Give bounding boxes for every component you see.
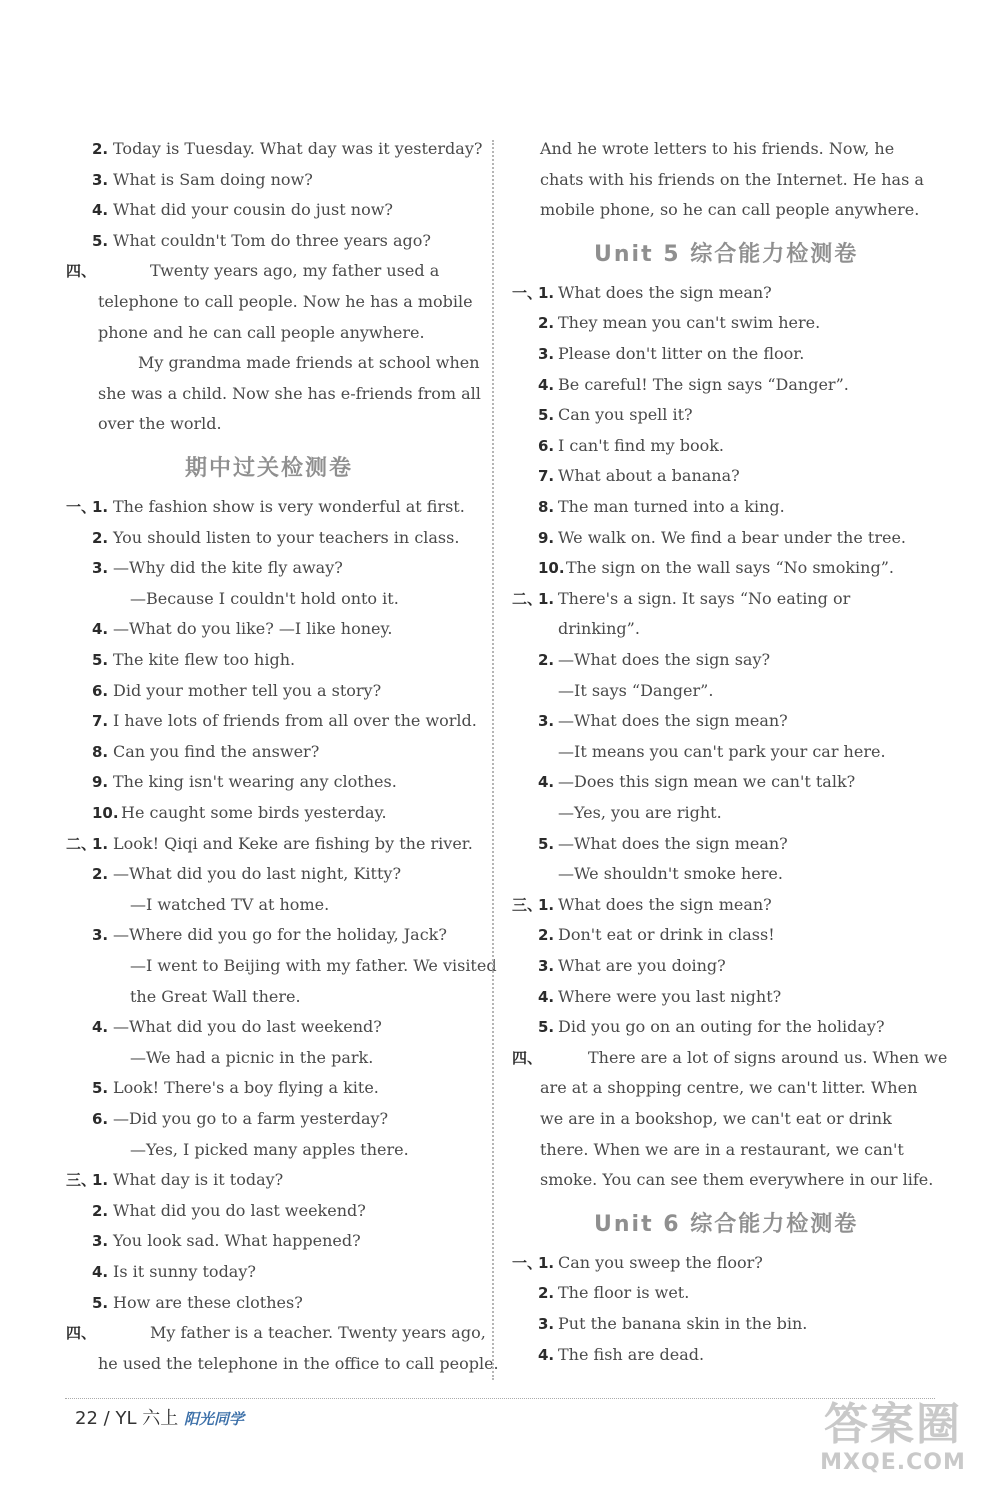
- question-number: 3.: [92, 559, 109, 578]
- question-number: 4.: [538, 987, 555, 1006]
- question-number: 1.: [92, 1171, 109, 1190]
- question-number: 8.: [92, 742, 109, 761]
- question-number: 7.: [538, 467, 555, 486]
- line-text: Look! Qiqi and Keke are fishing by the river.: [113, 833, 473, 853]
- line-text: drinking”.: [558, 619, 640, 639]
- line-text: the Great Wall there.: [130, 986, 301, 1006]
- question-number: 3.: [538, 345, 555, 364]
- line-text: You look sad. What happened?: [113, 1231, 361, 1251]
- line-text: I have lots of friends from all over the world.: [113, 711, 477, 731]
- line-text: The floor is wet.: [558, 1283, 690, 1303]
- section-number: 一、: [512, 283, 543, 302]
- question-number: 3.: [538, 712, 555, 731]
- line-text: —It means you can't park your car here.: [558, 741, 886, 761]
- section-number: 一、: [512, 1253, 543, 1272]
- line-text: What about a banana?: [558, 466, 740, 486]
- line-text: Be careful! The sign says “Danger”.: [558, 374, 849, 394]
- line-text: The man turned into a king.: [558, 497, 785, 517]
- line-text: My father is a teacher. Twenty years ago,: [150, 1323, 486, 1343]
- line-text: The king isn't wearing any clothes.: [113, 772, 397, 792]
- question-number: 1.: [538, 283, 555, 302]
- line-text: What day is it today?: [113, 1170, 284, 1190]
- line-text: Is it sunny today?: [113, 1262, 256, 1282]
- line-text: There's a sign. It says “No eating or: [558, 588, 851, 608]
- question-number: 4.: [538, 1345, 555, 1364]
- column-divider: [492, 140, 494, 1380]
- section-heading: Unit 5 综合能力检测卷: [594, 241, 859, 267]
- question-number: 10.: [92, 804, 119, 823]
- line-text: What couldn't Tom do three years ago?: [113, 230, 431, 250]
- section-number: 三、: [66, 1171, 97, 1190]
- section-number: 四、: [66, 262, 97, 281]
- section-heading: 期中过关检测卷: [185, 455, 354, 481]
- question-number: 6.: [538, 436, 555, 455]
- footer-separator: /: [103, 1408, 110, 1429]
- question-number: 5.: [92, 651, 109, 670]
- question-number: 2.: [92, 528, 109, 547]
- line-text: Please don't litter on the floor.: [558, 344, 805, 364]
- line-text: —What does the sign say?: [558, 650, 771, 670]
- line-text: Can you spell it?: [558, 405, 693, 425]
- question-number: 9.: [92, 773, 109, 792]
- question-number: 5.: [538, 834, 555, 853]
- line-text: she was a child. Now she has e-friends from all: [98, 383, 481, 403]
- question-number: 2.: [538, 1284, 555, 1303]
- question-number: 5.: [538, 406, 555, 425]
- page-footer: [75, 1404, 244, 1430]
- line-text: phone and he can call people anywhere.: [98, 322, 425, 342]
- question-number: 3.: [92, 926, 109, 945]
- question-number: 7.: [92, 712, 109, 731]
- question-number: 2.: [92, 1201, 109, 1220]
- line-text: What did you do last weekend?: [113, 1200, 366, 1220]
- question-number: 2.: [538, 314, 555, 333]
- section-number: 四、: [66, 1324, 97, 1343]
- line-text: —Does this sign mean we can't talk?: [558, 772, 856, 792]
- section-number: 二、: [512, 589, 543, 608]
- question-number: 5.: [92, 231, 109, 250]
- question-number: 2.: [92, 865, 109, 884]
- question-number: 6.: [92, 681, 109, 700]
- line-text: Where were you last night?: [558, 986, 782, 1006]
- question-number: 4.: [538, 773, 555, 792]
- line-text: chats with his friends on the Internet. He has a: [540, 169, 924, 189]
- line-text: You should listen to your teachers in class.: [113, 527, 460, 547]
- line-text: The sign on the wall says “No smoking”.: [566, 558, 894, 578]
- line-text: —Why did the kite fly away?: [113, 558, 343, 578]
- question-number: 8.: [538, 498, 555, 517]
- line-text: Can you sweep the floor?: [558, 1252, 763, 1272]
- line-text: we are in a bookshop, we can't eat or drink: [540, 1109, 892, 1129]
- line-text: They mean you can't swim here.: [558, 313, 821, 333]
- line-text: Today is Tuesday. What day was it yesterday?: [113, 139, 483, 158]
- brand-logo: 阳光同学: [183, 1410, 244, 1428]
- line-text: Put the banana skin in the bin.: [558, 1314, 808, 1334]
- line-text: Can you find the answer?: [113, 741, 320, 761]
- line-text: Did your mother tell you a story?: [113, 680, 382, 700]
- section-number: 三、: [512, 895, 543, 914]
- line-text: there. When we are in a restaurant, we can't: [540, 1139, 904, 1159]
- question-number: 3.: [92, 1232, 109, 1251]
- section-number: 二、: [66, 834, 97, 853]
- question-number: 2.: [538, 651, 555, 670]
- question-number: 4.: [92, 201, 109, 220]
- line-text: Don't eat or drink in class!: [558, 925, 775, 945]
- question-number: 5.: [92, 1079, 109, 1098]
- question-number: 1.: [538, 589, 555, 608]
- question-number: 5.: [538, 1018, 555, 1037]
- page-number: 22: [75, 1408, 98, 1429]
- line-text: I can't find my book.: [558, 435, 725, 455]
- line-text: What is Sam doing now?: [113, 169, 313, 189]
- line-text: What does the sign mean?: [558, 894, 772, 914]
- question-number: 1.: [92, 834, 109, 853]
- question-number: 2.: [92, 140, 109, 158]
- line-text: mobile phone, so he can call people anywhere.: [540, 200, 920, 220]
- question-number: 3.: [92, 170, 109, 189]
- question-number: 3.: [538, 1315, 555, 1334]
- line-text: Look! There's a boy flying a kite.: [113, 1078, 379, 1098]
- line-text: Did you go on an outing for the holiday?: [558, 1017, 885, 1037]
- footer-rule: [65, 1398, 935, 1399]
- edition-code: YL: [115, 1408, 137, 1429]
- line-text: —Yes, you are right.: [558, 803, 722, 823]
- question-number: 4.: [92, 1018, 109, 1037]
- line-text: —Where did you go for the holiday, Jack?: [113, 925, 447, 945]
- line-text: We walk on. We find a bear under the tree.: [558, 527, 906, 547]
- line-text: —I went to Beijing with my father. We visited: [130, 956, 497, 976]
- line-text: My grandma made friends at school when: [138, 353, 480, 373]
- question-number: 4.: [92, 620, 109, 639]
- line-text: —What did you do last night, Kitty?: [113, 864, 402, 884]
- line-text: Twenty years ago, my father used a: [150, 261, 440, 281]
- line-text: The kite flew too high.: [113, 650, 296, 670]
- grade-label: 六上: [142, 1408, 179, 1429]
- line-text: He caught some birds yesterday.: [121, 803, 387, 823]
- line-text: —We had a picnic in the park.: [130, 1047, 374, 1067]
- line-text: —Yes, I picked many apples there.: [130, 1139, 409, 1159]
- line-text: —What does the sign mean?: [558, 711, 788, 731]
- line-text: And he wrote letters to his friends. Now, he: [540, 139, 895, 158]
- question-number: 6.: [92, 1110, 109, 1129]
- question-number: 5.: [92, 1293, 109, 1312]
- question-number: 4.: [538, 375, 555, 394]
- line-text: The fashion show is very wonderful at first.: [113, 497, 465, 517]
- line-text: What are you doing?: [558, 956, 726, 976]
- question-number: 10.: [538, 559, 565, 578]
- line-text: What does the sign mean?: [558, 282, 772, 302]
- question-number: 4.: [92, 1263, 109, 1282]
- watermark-title: 答案圈: [824, 1399, 962, 1450]
- line-text: smoke. You can see them everywhere in our life.: [540, 1170, 934, 1190]
- question-number: 1.: [92, 498, 109, 517]
- section-number: 四、: [512, 1048, 543, 1067]
- question-number: 1.: [538, 1253, 555, 1272]
- line-text: telephone to call people. Now he has a mobile: [98, 292, 473, 311]
- question-number: 1.: [538, 895, 555, 914]
- line-text: are at a shopping centre, we can't litter. When: [540, 1078, 918, 1098]
- line-text: —We shouldn't smoke here.: [558, 864, 783, 884]
- line-text: over the world.: [98, 414, 222, 434]
- line-text: —What do you like? —I like honey.: [113, 619, 393, 639]
- question-number: 9.: [538, 528, 555, 547]
- line-text: —I watched TV at home.: [130, 894, 330, 914]
- site-watermark: [808, 1400, 978, 1480]
- line-text: he used the telephone in the office to call people.: [98, 1353, 499, 1373]
- line-text: The fish are dead.: [558, 1344, 705, 1364]
- line-text: —It says “Danger”.: [558, 680, 714, 700]
- line-text: —Because I couldn't hold onto it.: [130, 588, 399, 608]
- line-text: —What did you do last weekend?: [113, 1017, 382, 1037]
- watermark-url: MXQE.COM: [820, 1450, 966, 1475]
- question-number: 3.: [538, 957, 555, 976]
- question-number: 2.: [538, 926, 555, 945]
- line-text: How are these clothes?: [113, 1292, 303, 1312]
- line-text: —Did you go to a farm yesterday?: [113, 1109, 389, 1129]
- section-heading: Unit 6 综合能力检测卷: [594, 1211, 859, 1237]
- section-number: 一、: [66, 498, 97, 517]
- line-text: —What does the sign mean?: [558, 833, 788, 853]
- line-text: What did your cousin do just now?: [113, 200, 393, 220]
- line-text: There are a lot of signs around us. When we: [588, 1047, 948, 1067]
